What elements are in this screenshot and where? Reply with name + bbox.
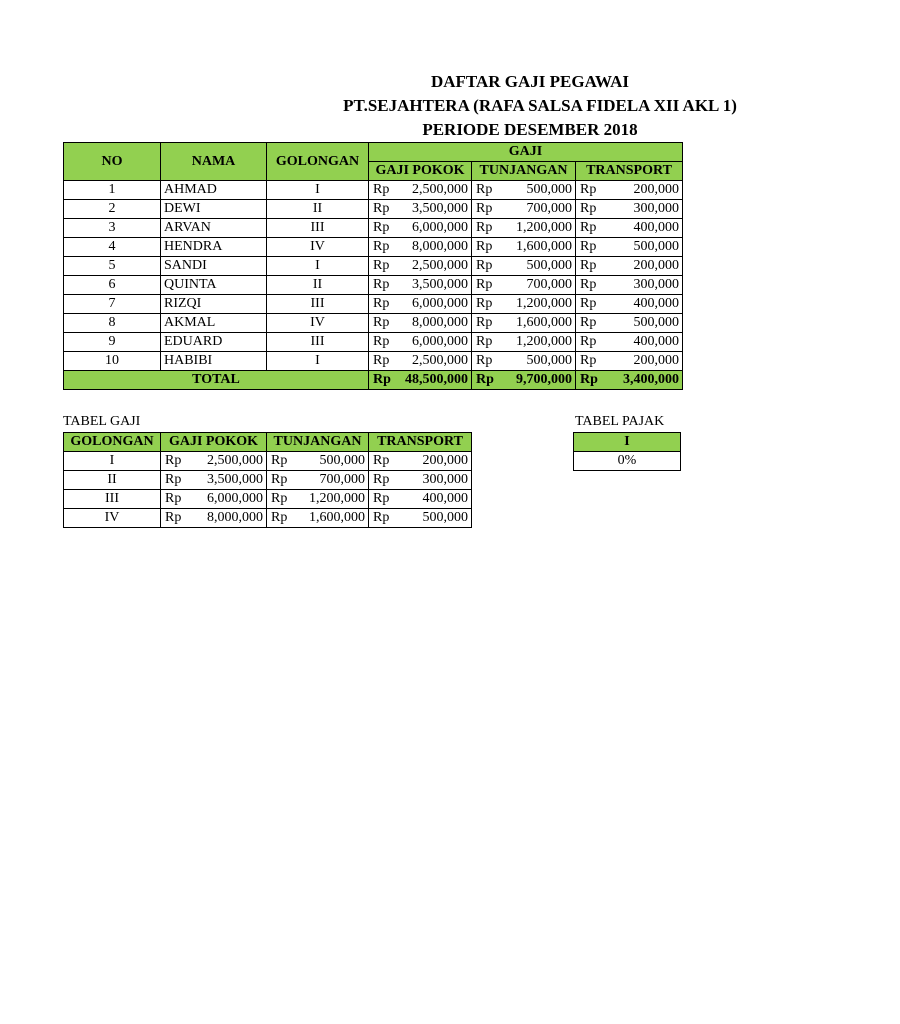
currency-label: Rp	[373, 353, 390, 368]
cell-golongan: I	[267, 352, 369, 371]
total-gaji-pokok-value: 48,500,000	[405, 372, 468, 387]
currency-label: Rp	[476, 353, 493, 368]
cell-gaji-pokok	[369, 333, 472, 352]
currency-label: Rp	[580, 353, 597, 368]
currency-label: Rp	[580, 315, 597, 330]
cell-tunjangan-value: 700,000	[526, 201, 572, 216]
tp-value: 0%	[574, 452, 681, 471]
currency-label: Rp	[476, 182, 493, 197]
company-title: PT.SEJAHTERA (RAFA SALSA FIDELA XII AKL 1)	[343, 96, 737, 115]
cell-no: 10	[64, 352, 161, 371]
salary-table	[63, 142, 683, 390]
currency-label: Rp	[580, 372, 598, 387]
cell-tunjangan-value: 700,000	[526, 277, 572, 292]
currency-label: Rp	[580, 277, 597, 292]
cell-transport-value: 400,000	[633, 334, 679, 349]
total-tunjangan	[472, 371, 576, 390]
table-row	[64, 471, 472, 490]
table-row	[64, 219, 683, 238]
cell-transport-value: 300,000	[633, 277, 679, 292]
currency-label: Rp	[476, 372, 494, 387]
cell-transport-value: 300,000	[633, 201, 679, 216]
total-transport	[576, 371, 683, 390]
cell-gaji-pokok	[369, 200, 472, 219]
tg-tunjangan-value: 1,200,000	[309, 491, 365, 506]
table-row	[64, 352, 683, 371]
currency-label: Rp	[580, 182, 597, 197]
header-gaji-pokok: GAJI POKOK	[369, 162, 472, 181]
title-clip	[0, 0, 737, 150]
cell-tunjangan	[472, 276, 576, 295]
currency-label: Rp	[373, 182, 390, 197]
cell-tunjangan	[472, 295, 576, 314]
cell-gaji-pokok	[369, 238, 472, 257]
currency-label: Rp	[580, 296, 597, 311]
table-row	[64, 257, 683, 276]
tg-transport-value: 500,000	[422, 510, 468, 525]
cell-gaji-pokok	[369, 181, 472, 200]
tg-gaji-pokok-value: 3,500,000	[207, 472, 263, 487]
cell-tunjangan-value: 500,000	[526, 353, 572, 368]
tg-golongan: III	[64, 490, 161, 509]
cell-nama: SANDI	[161, 257, 267, 276]
tg-tunjangan	[267, 490, 369, 509]
cell-gaji-pokok-value: 2,500,000	[412, 258, 468, 273]
tg-golongan: II	[64, 471, 161, 490]
cell-nama: HABIBI	[161, 352, 267, 371]
currency-label: Rp	[271, 453, 288, 468]
tg-transport	[369, 509, 472, 528]
cell-golongan: II	[267, 200, 369, 219]
cell-transport	[576, 314, 683, 333]
tg-tunjangan-value: 1,600,000	[309, 510, 365, 525]
currency-label: Rp	[271, 491, 288, 506]
cell-transport	[576, 257, 683, 276]
currency-label: Rp	[165, 453, 182, 468]
cell-tunjangan-value: 1,600,000	[516, 239, 572, 254]
cell-tunjangan-value: 1,200,000	[516, 296, 572, 311]
cell-gaji-pokok-value: 6,000,000	[412, 220, 468, 235]
currency-label: Rp	[373, 277, 390, 292]
cell-tunjangan-value: 500,000	[526, 182, 572, 197]
cell-golongan: IV	[267, 238, 369, 257]
currency-label: Rp	[373, 258, 390, 273]
cell-gaji-pokok-value: 8,000,000	[412, 239, 468, 254]
tg-gaji-pokok	[161, 490, 267, 509]
cell-golongan: IV	[267, 314, 369, 333]
cell-tunjangan-value: 1,600,000	[516, 315, 572, 330]
currency-label: Rp	[373, 220, 390, 235]
cell-golongan: III	[267, 333, 369, 352]
table-row	[64, 314, 683, 333]
cell-no: 8	[64, 314, 161, 333]
tg-transport-value: 200,000	[422, 453, 468, 468]
cell-gaji-pokok	[369, 352, 472, 371]
cell-transport	[576, 181, 683, 200]
header-golongan: GOLONGAN	[267, 143, 369, 181]
currency-label: Rp	[476, 296, 493, 311]
total-row	[64, 371, 683, 390]
cell-gaji-pokok-value: 3,500,000	[412, 277, 468, 292]
cell-transport	[576, 219, 683, 238]
tg-transport	[369, 452, 472, 471]
currency-label: Rp	[580, 220, 597, 235]
tg-tunjangan	[267, 509, 369, 528]
currency-label: Rp	[271, 472, 288, 487]
cell-tunjangan	[472, 238, 576, 257]
currency-label: Rp	[373, 372, 391, 387]
cell-transport	[576, 200, 683, 219]
cell-transport-value: 200,000	[633, 258, 679, 273]
cell-transport-value: 400,000	[633, 220, 679, 235]
currency-label: Rp	[373, 315, 390, 330]
cell-golongan: III	[267, 219, 369, 238]
cell-nama: RIZQI	[161, 295, 267, 314]
total-transport-value: 3,400,000	[623, 372, 679, 387]
currency-label: Rp	[165, 491, 182, 506]
cell-nama: AHMAD	[161, 181, 267, 200]
cell-transport	[576, 333, 683, 352]
cell-transport	[576, 295, 683, 314]
cell-transport-value: 400,000	[633, 296, 679, 311]
total-label: TOTAL	[64, 371, 369, 390]
table-row	[64, 452, 472, 471]
cell-tunjangan	[472, 333, 576, 352]
tabel-gaji	[63, 432, 472, 528]
cell-no: 6	[64, 276, 161, 295]
cell-transport-value: 200,000	[633, 182, 679, 197]
cell-nama: DEWI	[161, 200, 267, 219]
tabel-gaji-caption: TABEL GAJI	[63, 414, 141, 429]
cell-tunjangan	[472, 219, 576, 238]
currency-label: Rp	[373, 491, 390, 506]
cell-tunjangan-value: 1,200,000	[516, 220, 572, 235]
cell-nama: AKMAL	[161, 314, 267, 333]
currency-label: Rp	[373, 472, 390, 487]
tg-transport-value: 300,000	[422, 472, 468, 487]
tabel-pajak-caption: TABEL PAJAK	[575, 414, 665, 429]
cell-gaji-pokok-value: 8,000,000	[412, 315, 468, 330]
cell-golongan: I	[267, 181, 369, 200]
cell-gaji-pokok-value: 3,500,000	[412, 201, 468, 216]
table-row	[64, 490, 472, 509]
cell-transport	[576, 238, 683, 257]
tabel-pajak	[573, 432, 681, 471]
cell-tunjangan	[472, 352, 576, 371]
cell-gaji-pokok-value: 2,500,000	[412, 353, 468, 368]
tg-header-gaji-pokok: GAJI POKOK	[161, 433, 267, 452]
currency-label: Rp	[373, 239, 390, 254]
total-tunjangan-value: 9,700,000	[516, 372, 572, 387]
tg-header-tunjangan: TUNJANGAN	[267, 433, 369, 452]
cell-tunjangan	[472, 314, 576, 333]
currency-label: Rp	[373, 201, 390, 216]
currency-label: Rp	[165, 472, 182, 487]
currency-label: Rp	[476, 334, 493, 349]
cell-gaji-pokok	[369, 295, 472, 314]
table-row	[64, 181, 683, 200]
currency-label: Rp	[373, 334, 390, 349]
currency-label: Rp	[580, 334, 597, 349]
tg-header-golongan: GOLONGAN	[64, 433, 161, 452]
cell-golongan: I	[267, 257, 369, 276]
currency-label: Rp	[580, 201, 597, 216]
table-row	[64, 333, 683, 352]
cell-gaji-pokok	[369, 257, 472, 276]
table-row	[64, 276, 683, 295]
header-nama: NAMA	[161, 143, 267, 181]
tg-tunjangan-value: 500,000	[319, 453, 365, 468]
currency-label: Rp	[476, 315, 493, 330]
cell-gaji-pokok-value: 2,500,000	[412, 182, 468, 197]
cell-no: 9	[64, 333, 161, 352]
tg-gaji-pokok-value: 8,000,000	[207, 510, 263, 525]
cell-gaji-pokok	[369, 219, 472, 238]
table-row	[64, 295, 683, 314]
currency-label: Rp	[271, 510, 288, 525]
cell-gaji-pokok	[369, 276, 472, 295]
currency-label: Rp	[580, 258, 597, 273]
header-no: NO	[64, 143, 161, 181]
currency-label: Rp	[373, 510, 390, 525]
cell-gaji-pokok-value: 6,000,000	[412, 334, 468, 349]
currency-label: Rp	[373, 453, 390, 468]
table-row	[64, 200, 683, 219]
tg-golongan: I	[64, 452, 161, 471]
cell-transport-value: 200,000	[633, 353, 679, 368]
cell-tunjangan	[472, 257, 576, 276]
cell-tunjangan	[472, 200, 576, 219]
tg-gaji-pokok-value: 2,500,000	[207, 453, 263, 468]
period-title: PERIODE DESEMBER 2018	[422, 120, 638, 139]
cell-no: 4	[64, 238, 161, 257]
cell-no: 7	[64, 295, 161, 314]
tg-transport-value: 400,000	[422, 491, 468, 506]
tg-gaji-pokok	[161, 452, 267, 471]
header-transport: TRANSPORT	[576, 162, 683, 181]
tg-tunjangan	[267, 452, 369, 471]
total-gaji-pokok	[369, 371, 472, 390]
tp-header-golongan: I	[574, 433, 681, 452]
cell-no: 2	[64, 200, 161, 219]
cell-gaji-pokok	[369, 314, 472, 333]
header-tunjangan: TUNJANGAN	[472, 162, 576, 181]
cell-nama: HENDRA	[161, 238, 267, 257]
cell-no: 5	[64, 257, 161, 276]
currency-label: Rp	[373, 296, 390, 311]
currency-label: Rp	[476, 201, 493, 216]
cell-tunjangan	[472, 181, 576, 200]
tg-gaji-pokok	[161, 509, 267, 528]
cell-transport	[576, 276, 683, 295]
table-row	[64, 509, 472, 528]
cell-tunjangan-value: 500,000	[526, 258, 572, 273]
tg-gaji-pokok-value: 6,000,000	[207, 491, 263, 506]
cell-transport-value: 500,000	[633, 239, 679, 254]
currency-label: Rp	[476, 258, 493, 273]
header-gaji: GAJI	[369, 143, 683, 162]
tg-tunjangan-value: 700,000	[319, 472, 365, 487]
table-row	[64, 238, 683, 257]
cell-no: 1	[64, 181, 161, 200]
tg-transport	[369, 471, 472, 490]
tg-golongan: IV	[64, 509, 161, 528]
cell-nama: ARVAN	[161, 219, 267, 238]
cell-golongan: III	[267, 295, 369, 314]
cell-golongan: II	[267, 276, 369, 295]
cell-transport-value: 500,000	[633, 315, 679, 330]
cell-no: 3	[64, 219, 161, 238]
tg-tunjangan	[267, 471, 369, 490]
currency-label: Rp	[580, 239, 597, 254]
currency-label: Rp	[165, 510, 182, 525]
tg-transport	[369, 490, 472, 509]
cell-transport	[576, 352, 683, 371]
cell-tunjangan-value: 1,200,000	[516, 334, 572, 349]
currency-label: Rp	[476, 277, 493, 292]
cell-nama: EDUARD	[161, 333, 267, 352]
cell-gaji-pokok-value: 6,000,000	[412, 296, 468, 311]
currency-label: Rp	[476, 239, 493, 254]
cell-nama: QUINTA	[161, 276, 267, 295]
tg-header-transport: TRANSPORT	[369, 433, 472, 452]
tg-gaji-pokok	[161, 471, 267, 490]
page-title: DAFTAR GAJI PEGAWAI	[430, 72, 630, 91]
currency-label: Rp	[476, 220, 493, 235]
